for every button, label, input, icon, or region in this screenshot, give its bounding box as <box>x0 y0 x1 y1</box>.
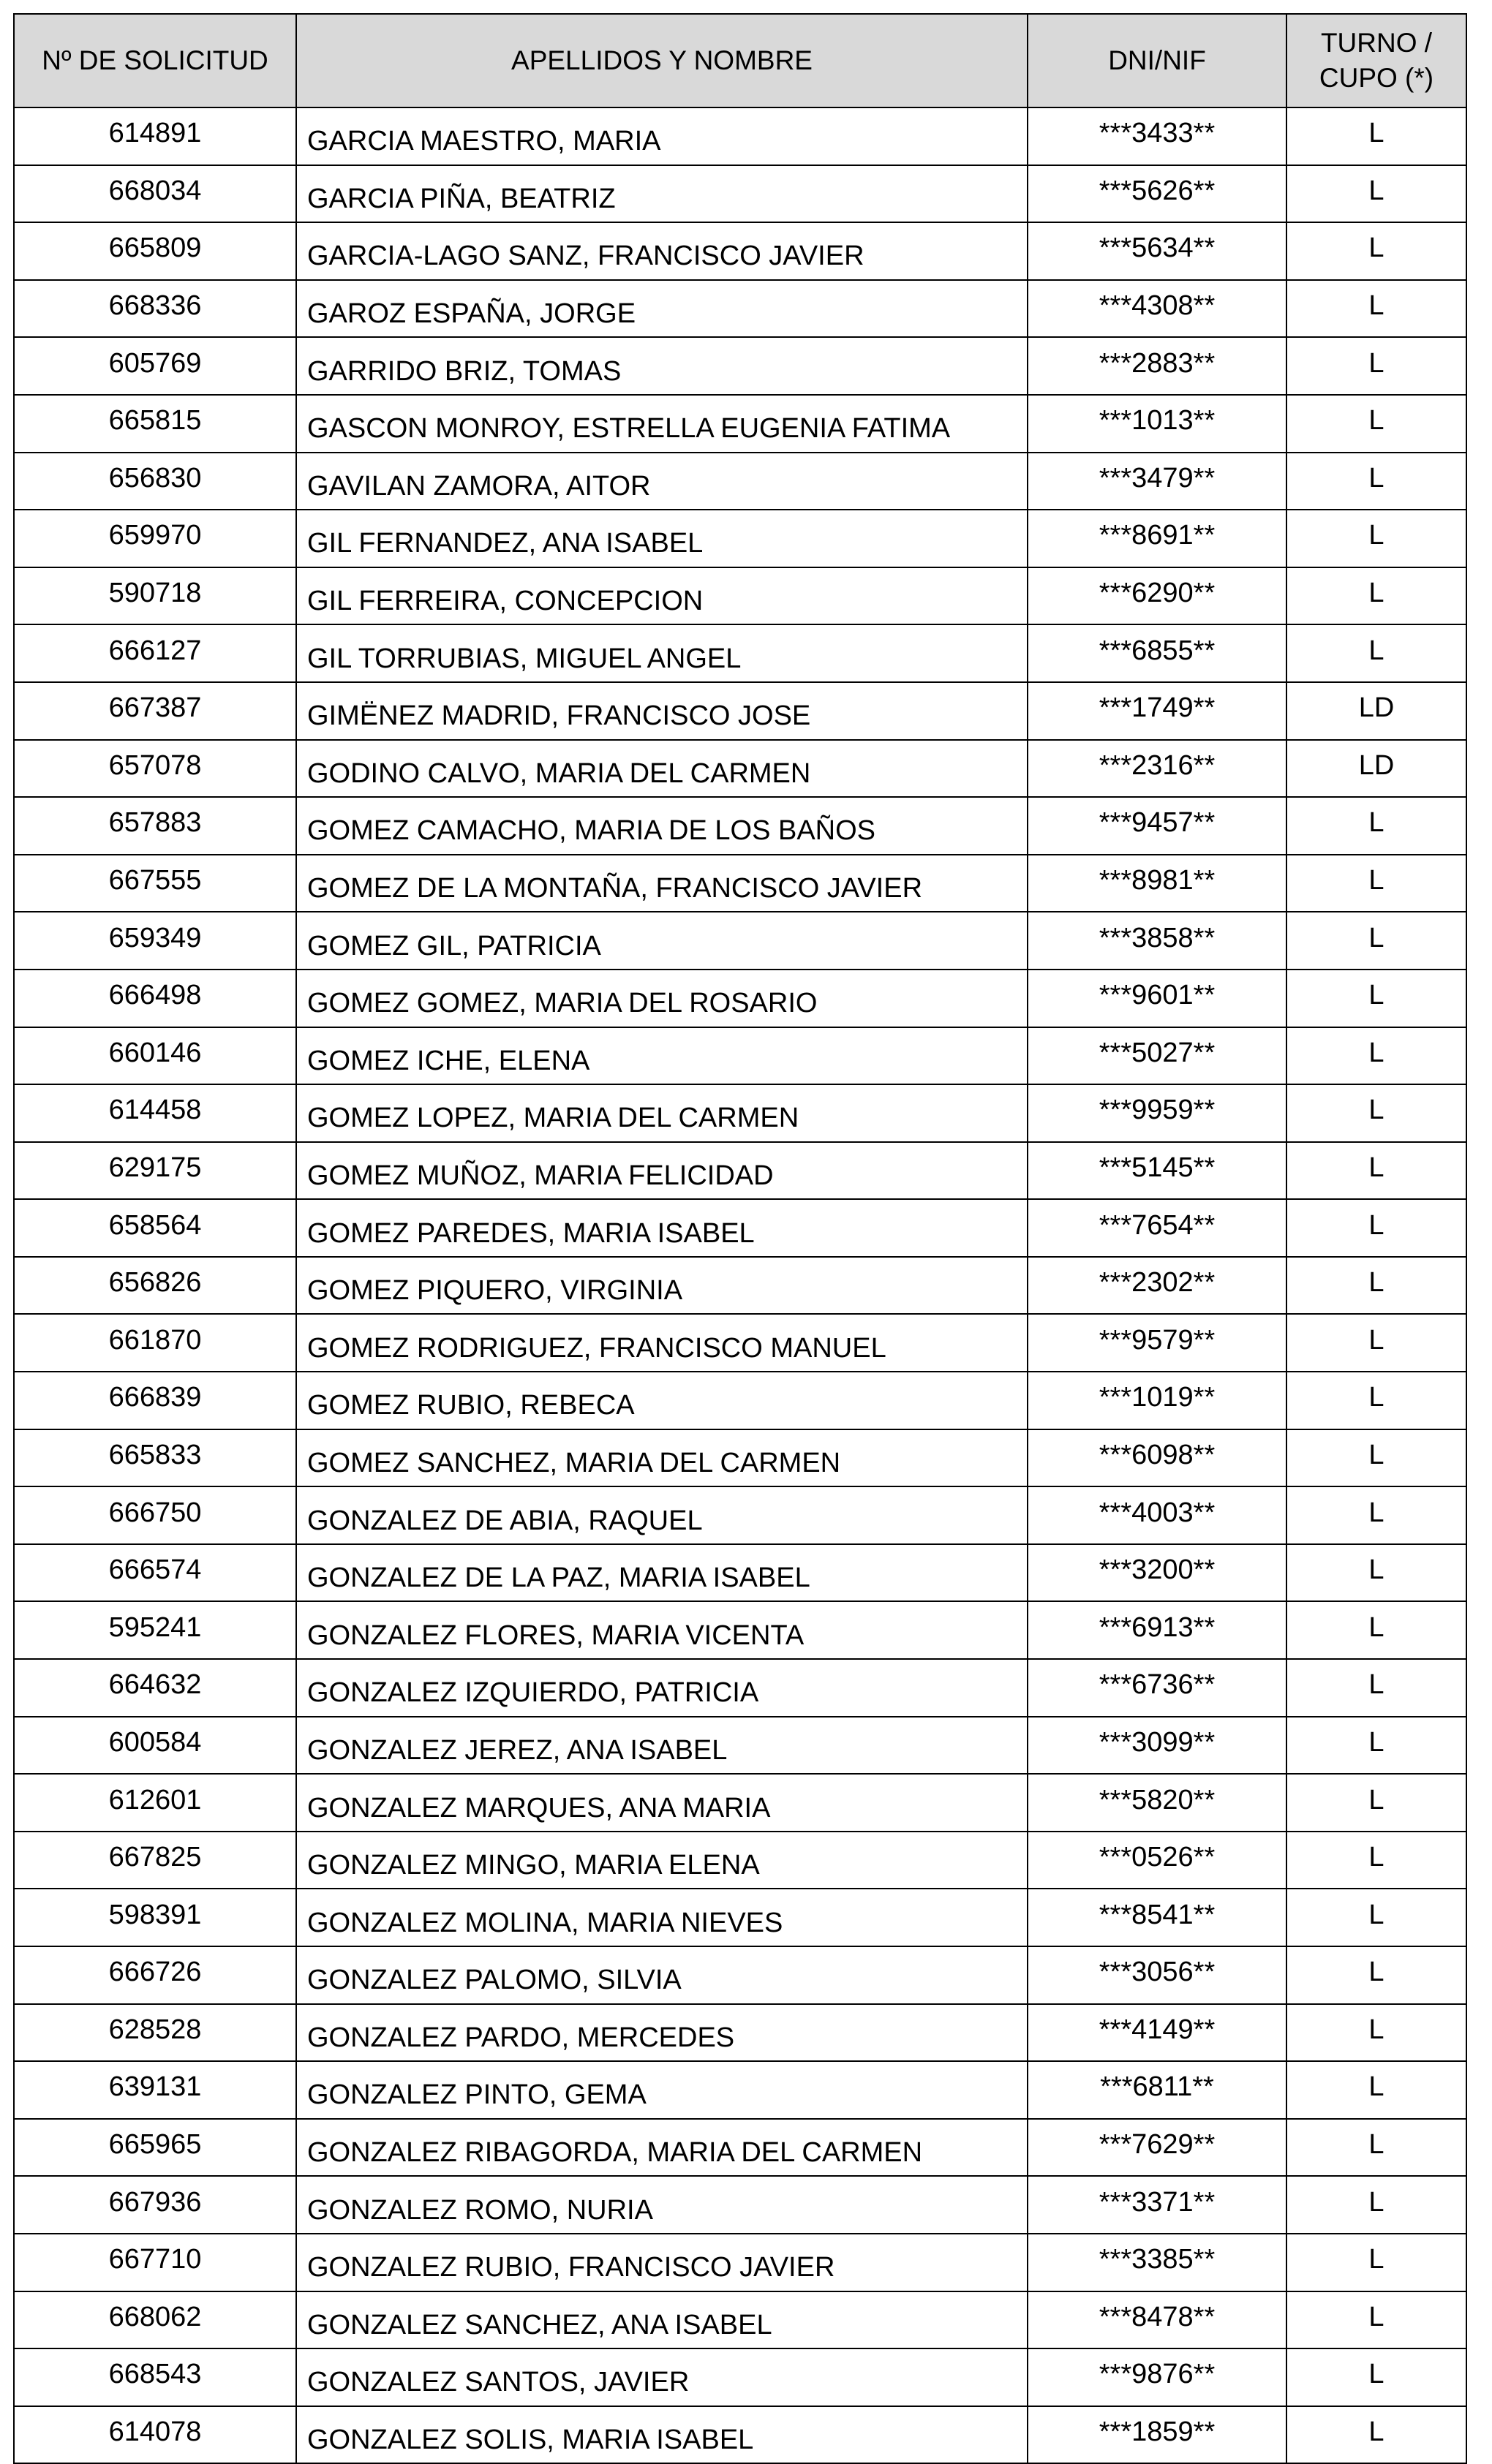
solicitud-cell: 666498 <box>14 970 296 1027</box>
dni-cell: ***3099** <box>1028 1717 1286 1775</box>
header-row <box>14 14 1466 107</box>
dni-cell: ***6736** <box>1028 1659 1286 1717</box>
solicitud-cell: 661870 <box>14 1314 296 1372</box>
dni-cell: ***8981** <box>1028 855 1286 912</box>
turno-cell: LD <box>1286 682 1466 740</box>
turno-cell: L <box>1286 1314 1466 1372</box>
turno-cell: L <box>1286 510 1466 567</box>
solicitud-cell: 598391 <box>14 1889 296 1946</box>
table-row <box>14 797 1466 855</box>
turno-cell: L <box>1286 912 1466 970</box>
turno-cell: L <box>1286 970 1466 1027</box>
turno-cell: L <box>1286 2004 1466 2062</box>
turno-cell: L <box>1286 1084 1466 1142</box>
nombre-cell: GARRIDO BRIZ, TOMAS <box>296 337 1028 395</box>
nombre-cell: GOMEZ GIL, PATRICIA <box>296 912 1028 970</box>
nombre-cell: GONZALEZ IZQUIERDO, PATRICIA <box>296 1659 1028 1717</box>
dni-cell: ***8541** <box>1028 1889 1286 1946</box>
nombre-cell: GONZALEZ SANTOS, JAVIER <box>296 2348 1028 2406</box>
dni-cell: ***9579** <box>1028 1314 1286 1372</box>
header-nombre: APELLIDOS Y NOMBRE <box>296 14 1028 107</box>
turno-cell: L <box>1286 1832 1466 1889</box>
dni-cell: ***8478** <box>1028 2291 1286 2349</box>
table-row <box>14 1832 1466 1889</box>
dni-cell: ***3371** <box>1028 2176 1286 2234</box>
dni-cell: ***1749** <box>1028 682 1286 740</box>
solicitud-cell: 668034 <box>14 165 296 223</box>
dni-cell: ***3385** <box>1028 2234 1286 2291</box>
solicitud-cell: 658564 <box>14 1199 296 1257</box>
nombre-cell: GOMEZ PAREDES, MARIA ISABEL <box>296 1199 1028 1257</box>
nombre-cell: GOMEZ GOMEZ, MARIA DEL ROSARIO <box>296 970 1028 1027</box>
nombre-cell: GONZALEZ DE ABIA, RAQUEL <box>296 1486 1028 1544</box>
table-row <box>14 1889 1466 1946</box>
nombre-cell: GOMEZ RODRIGUEZ, FRANCISCO MANUEL <box>296 1314 1028 1372</box>
table-row <box>14 337 1466 395</box>
dni-cell: ***7654** <box>1028 1199 1286 1257</box>
solicitud-cell: 600584 <box>14 1717 296 1775</box>
turno-cell: L <box>1286 797 1466 855</box>
dni-cell: ***5634** <box>1028 222 1286 280</box>
table-body <box>14 107 1466 2463</box>
nombre-cell: GONZALEZ FLORES, MARIA VICENTA <box>296 1601 1028 1659</box>
solicitud-cell: 657078 <box>14 740 296 798</box>
table-row <box>14 1084 1466 1142</box>
turno-cell: L <box>1286 1429 1466 1487</box>
solicitud-cell: 639131 <box>14 2061 296 2119</box>
turno-cell: L <box>1286 855 1466 912</box>
table-row <box>14 2348 1466 2406</box>
turno-cell: L <box>1286 1027 1466 1085</box>
table-row <box>14 2119 1466 2177</box>
solicitud-cell: 628528 <box>14 2004 296 2062</box>
nombre-cell: GODINO CALVO, MARIA DEL CARMEN <box>296 740 1028 798</box>
table-row <box>14 2291 1466 2349</box>
nombre-cell: GONZALEZ ROMO, NURIA <box>296 2176 1028 2234</box>
table-row <box>14 1659 1466 1717</box>
applicants-table <box>13 13 1467 2464</box>
dni-cell: ***7629** <box>1028 2119 1286 2177</box>
solicitud-cell: 667387 <box>14 682 296 740</box>
table-row <box>14 1027 1466 1085</box>
table-row <box>14 280 1466 338</box>
solicitud-cell: 666574 <box>14 1544 296 1602</box>
dni-cell: ***2302** <box>1028 1257 1286 1315</box>
table-row <box>14 624 1466 682</box>
turno-cell: L <box>1286 1486 1466 1544</box>
turno-cell: L <box>1286 2176 1466 2234</box>
nombre-cell: GOMEZ MUÑOZ, MARIA FELICIDAD <box>296 1142 1028 1200</box>
table-row <box>14 395 1466 453</box>
dni-cell: ***4149** <box>1028 2004 1286 2062</box>
dni-cell: ***3479** <box>1028 453 1286 510</box>
dni-cell: ***8691** <box>1028 510 1286 567</box>
turno-cell: L <box>1286 2234 1466 2291</box>
dni-cell: ***3858** <box>1028 912 1286 970</box>
dni-cell: ***6098** <box>1028 1429 1286 1487</box>
table-row <box>14 1601 1466 1659</box>
solicitud-cell: 614078 <box>14 2406 296 2464</box>
turno-cell: L <box>1286 1601 1466 1659</box>
solicitud-cell: 614458 <box>14 1084 296 1142</box>
nombre-cell: GONZALEZ JEREZ, ANA ISABEL <box>296 1717 1028 1775</box>
table-row <box>14 970 1466 1027</box>
table-row <box>14 510 1466 567</box>
dni-cell: ***6855** <box>1028 624 1286 682</box>
header-turno-line2: CUPO (*) <box>1319 63 1434 93</box>
turno-cell: LD <box>1286 740 1466 798</box>
dni-cell: ***2883** <box>1028 337 1286 395</box>
nombre-cell: GIL FERNANDEZ, ANA ISABEL <box>296 510 1028 567</box>
nombre-cell: GONZALEZ MINGO, MARIA ELENA <box>296 1832 1028 1889</box>
table-row <box>14 1717 1466 1775</box>
nombre-cell: GOMEZ DE LA MONTAÑA, FRANCISCO JAVIER <box>296 855 1028 912</box>
nombre-cell: GAVILAN ZAMORA, AITOR <box>296 453 1028 510</box>
nombre-cell: GONZALEZ PINTO, GEMA <box>296 2061 1028 2119</box>
dni-cell: ***3056** <box>1028 1946 1286 2004</box>
solicitud-cell: 614891 <box>14 107 296 165</box>
solicitud-cell: 595241 <box>14 1601 296 1659</box>
table-row <box>14 1314 1466 1372</box>
turno-cell: L <box>1286 107 1466 165</box>
solicitud-cell: 659970 <box>14 510 296 567</box>
table-row <box>14 2234 1466 2291</box>
dni-cell: ***2316** <box>1028 740 1286 798</box>
table-row <box>14 1429 1466 1487</box>
table-row <box>14 107 1466 165</box>
dni-cell: ***1859** <box>1028 2406 1286 2464</box>
nombre-cell: GOMEZ RUBIO, REBECA <box>296 1372 1028 1429</box>
dni-cell: ***0526** <box>1028 1832 1286 1889</box>
nombre-cell: GARCIA PIÑA, BEATRIZ <box>296 165 1028 223</box>
dni-cell: ***6913** <box>1028 1601 1286 1659</box>
header-dni: DNI/NIF <box>1028 14 1286 107</box>
turno-cell: L <box>1286 2291 1466 2349</box>
solicitud-cell: 665809 <box>14 222 296 280</box>
nombre-cell: GONZALEZ MOLINA, MARIA NIEVES <box>296 1889 1028 1946</box>
nombre-cell: GOMEZ CAMACHO, MARIA DE LOS BAÑOS <box>296 797 1028 855</box>
dni-cell: ***3433** <box>1028 107 1286 165</box>
turno-cell: L <box>1286 1142 1466 1200</box>
solicitud-cell: 605769 <box>14 337 296 395</box>
solicitud-cell: 629175 <box>14 1142 296 1200</box>
turno-cell: L <box>1286 1717 1466 1775</box>
table-row <box>14 1199 1466 1257</box>
solicitud-cell: 665833 <box>14 1429 296 1487</box>
table-row <box>14 912 1466 970</box>
nombre-cell: GARCIA MAESTRO, MARIA <box>296 107 1028 165</box>
nombre-cell: GONZALEZ DE LA PAZ, MARIA ISABEL <box>296 1544 1028 1602</box>
turno-cell: L <box>1286 567 1466 625</box>
turno-cell: L <box>1286 1889 1466 1946</box>
dni-cell: ***5626** <box>1028 165 1286 223</box>
turno-cell: L <box>1286 1199 1466 1257</box>
dni-cell: ***4308** <box>1028 280 1286 338</box>
turno-cell: L <box>1286 395 1466 453</box>
nombre-cell: GOMEZ SANCHEZ, MARIA DEL CARMEN <box>296 1429 1028 1487</box>
table-row <box>14 2176 1466 2234</box>
table-row <box>14 165 1466 223</box>
table-row <box>14 1142 1466 1200</box>
nombre-cell: GASCON MONROY, ESTRELLA EUGENIA FATIMA <box>296 395 1028 453</box>
solicitud-cell: 660146 <box>14 1027 296 1085</box>
dni-cell: ***1019** <box>1028 1372 1286 1429</box>
solicitud-cell: 665965 <box>14 2119 296 2177</box>
nombre-cell: GONZALEZ MARQUES, ANA MARIA <box>296 1774 1028 1832</box>
table-header <box>14 14 1466 107</box>
solicitud-cell: 612601 <box>14 1774 296 1832</box>
nombre-cell: GOMEZ PIQUERO, VIRGINIA <box>296 1257 1028 1315</box>
table-row <box>14 2061 1466 2119</box>
table-row <box>14 453 1466 510</box>
table-row <box>14 740 1466 798</box>
dni-cell: ***6811** <box>1028 2061 1286 2119</box>
solicitud-cell: 656826 <box>14 1257 296 1315</box>
table-row <box>14 1946 1466 2004</box>
table-row <box>14 2406 1466 2464</box>
dni-cell: ***3200** <box>1028 1544 1286 1602</box>
table-row <box>14 855 1466 912</box>
header-turno <box>1286 14 1466 107</box>
dni-cell: ***6290** <box>1028 567 1286 625</box>
solicitud-cell: 659349 <box>14 912 296 970</box>
turno-cell: L <box>1286 1257 1466 1315</box>
solicitud-cell: 667825 <box>14 1832 296 1889</box>
solicitud-cell: 665815 <box>14 395 296 453</box>
turno-cell: L <box>1286 280 1466 338</box>
table-row <box>14 1372 1466 1429</box>
solicitud-cell: 668062 <box>14 2291 296 2349</box>
nombre-cell: GONZALEZ PALOMO, SILVIA <box>296 1946 1028 2004</box>
turno-cell: L <box>1286 222 1466 280</box>
header-turno-line1: TURNO / <box>1320 28 1433 58</box>
table-row <box>14 2004 1466 2062</box>
solicitud-cell: 666750 <box>14 1486 296 1544</box>
turno-cell: L <box>1286 1774 1466 1832</box>
turno-cell: L <box>1286 165 1466 223</box>
nombre-cell: GARCIA-LAGO SANZ, FRANCISCO JAVIER <box>296 222 1028 280</box>
solicitud-cell: 668543 <box>14 2348 296 2406</box>
nombre-cell: GONZALEZ SOLIS, MARIA ISABEL <box>296 2406 1028 2464</box>
dni-cell: ***9959** <box>1028 1084 1286 1142</box>
header-solicitud: Nº DE SOLICITUD <box>14 14 296 107</box>
solicitud-cell: 668336 <box>14 280 296 338</box>
nombre-cell: GONZALEZ SANCHEZ, ANA ISABEL <box>296 2291 1028 2349</box>
nombre-cell: GIMËNEZ MADRID, FRANCISCO JOSE <box>296 682 1028 740</box>
turno-cell: L <box>1286 2406 1466 2464</box>
solicitud-cell: 666839 <box>14 1372 296 1429</box>
dni-cell: ***1013** <box>1028 395 1286 453</box>
solicitud-cell: 666726 <box>14 1946 296 2004</box>
turno-cell: L <box>1286 624 1466 682</box>
table-row <box>14 222 1466 280</box>
solicitud-cell: 656830 <box>14 453 296 510</box>
turno-cell: L <box>1286 2119 1466 2177</box>
turno-cell: L <box>1286 2348 1466 2406</box>
table-row <box>14 1774 1466 1832</box>
nombre-cell: GAROZ ESPAÑA, JORGE <box>296 280 1028 338</box>
nombre-cell: GOMEZ LOPEZ, MARIA DEL CARMEN <box>296 1084 1028 1142</box>
turno-cell: L <box>1286 1659 1466 1717</box>
solicitud-cell: 667710 <box>14 2234 296 2291</box>
turno-cell: L <box>1286 453 1466 510</box>
solicitud-cell: 667936 <box>14 2176 296 2234</box>
turno-cell: L <box>1286 1544 1466 1602</box>
solicitud-cell: 657883 <box>14 797 296 855</box>
solicitud-cell: 590718 <box>14 567 296 625</box>
dni-cell: ***5820** <box>1028 1774 1286 1832</box>
turno-cell: L <box>1286 1372 1466 1429</box>
dni-cell: ***9876** <box>1028 2348 1286 2406</box>
dni-cell: ***4003** <box>1028 1486 1286 1544</box>
nombre-cell: GIL TORRUBIAS, MIGUEL ANGEL <box>296 624 1028 682</box>
turno-cell: L <box>1286 1946 1466 2004</box>
table-row <box>14 682 1466 740</box>
turno-cell: L <box>1286 2061 1466 2119</box>
dni-cell: ***9457** <box>1028 797 1286 855</box>
solicitud-cell: 664632 <box>14 1659 296 1717</box>
table-row <box>14 1486 1466 1544</box>
dni-cell: ***5145** <box>1028 1142 1286 1200</box>
table-row <box>14 1544 1466 1602</box>
nombre-cell: GONZALEZ RUBIO, FRANCISCO JAVIER <box>296 2234 1028 2291</box>
dni-cell: ***5027** <box>1028 1027 1286 1085</box>
table-row <box>14 567 1466 625</box>
turno-cell: L <box>1286 337 1466 395</box>
solicitud-cell: 666127 <box>14 624 296 682</box>
table-row <box>14 1257 1466 1315</box>
nombre-cell: GIL FERREIRA, CONCEPCION <box>296 567 1028 625</box>
nombre-cell: GONZALEZ RIBAGORDA, MARIA DEL CARMEN <box>296 2119 1028 2177</box>
solicitud-cell: 667555 <box>14 855 296 912</box>
dni-cell: ***9601** <box>1028 970 1286 1027</box>
nombre-cell: GOMEZ ICHE, ELENA <box>296 1027 1028 1085</box>
nombre-cell: GONZALEZ PARDO, MERCEDES <box>296 2004 1028 2062</box>
